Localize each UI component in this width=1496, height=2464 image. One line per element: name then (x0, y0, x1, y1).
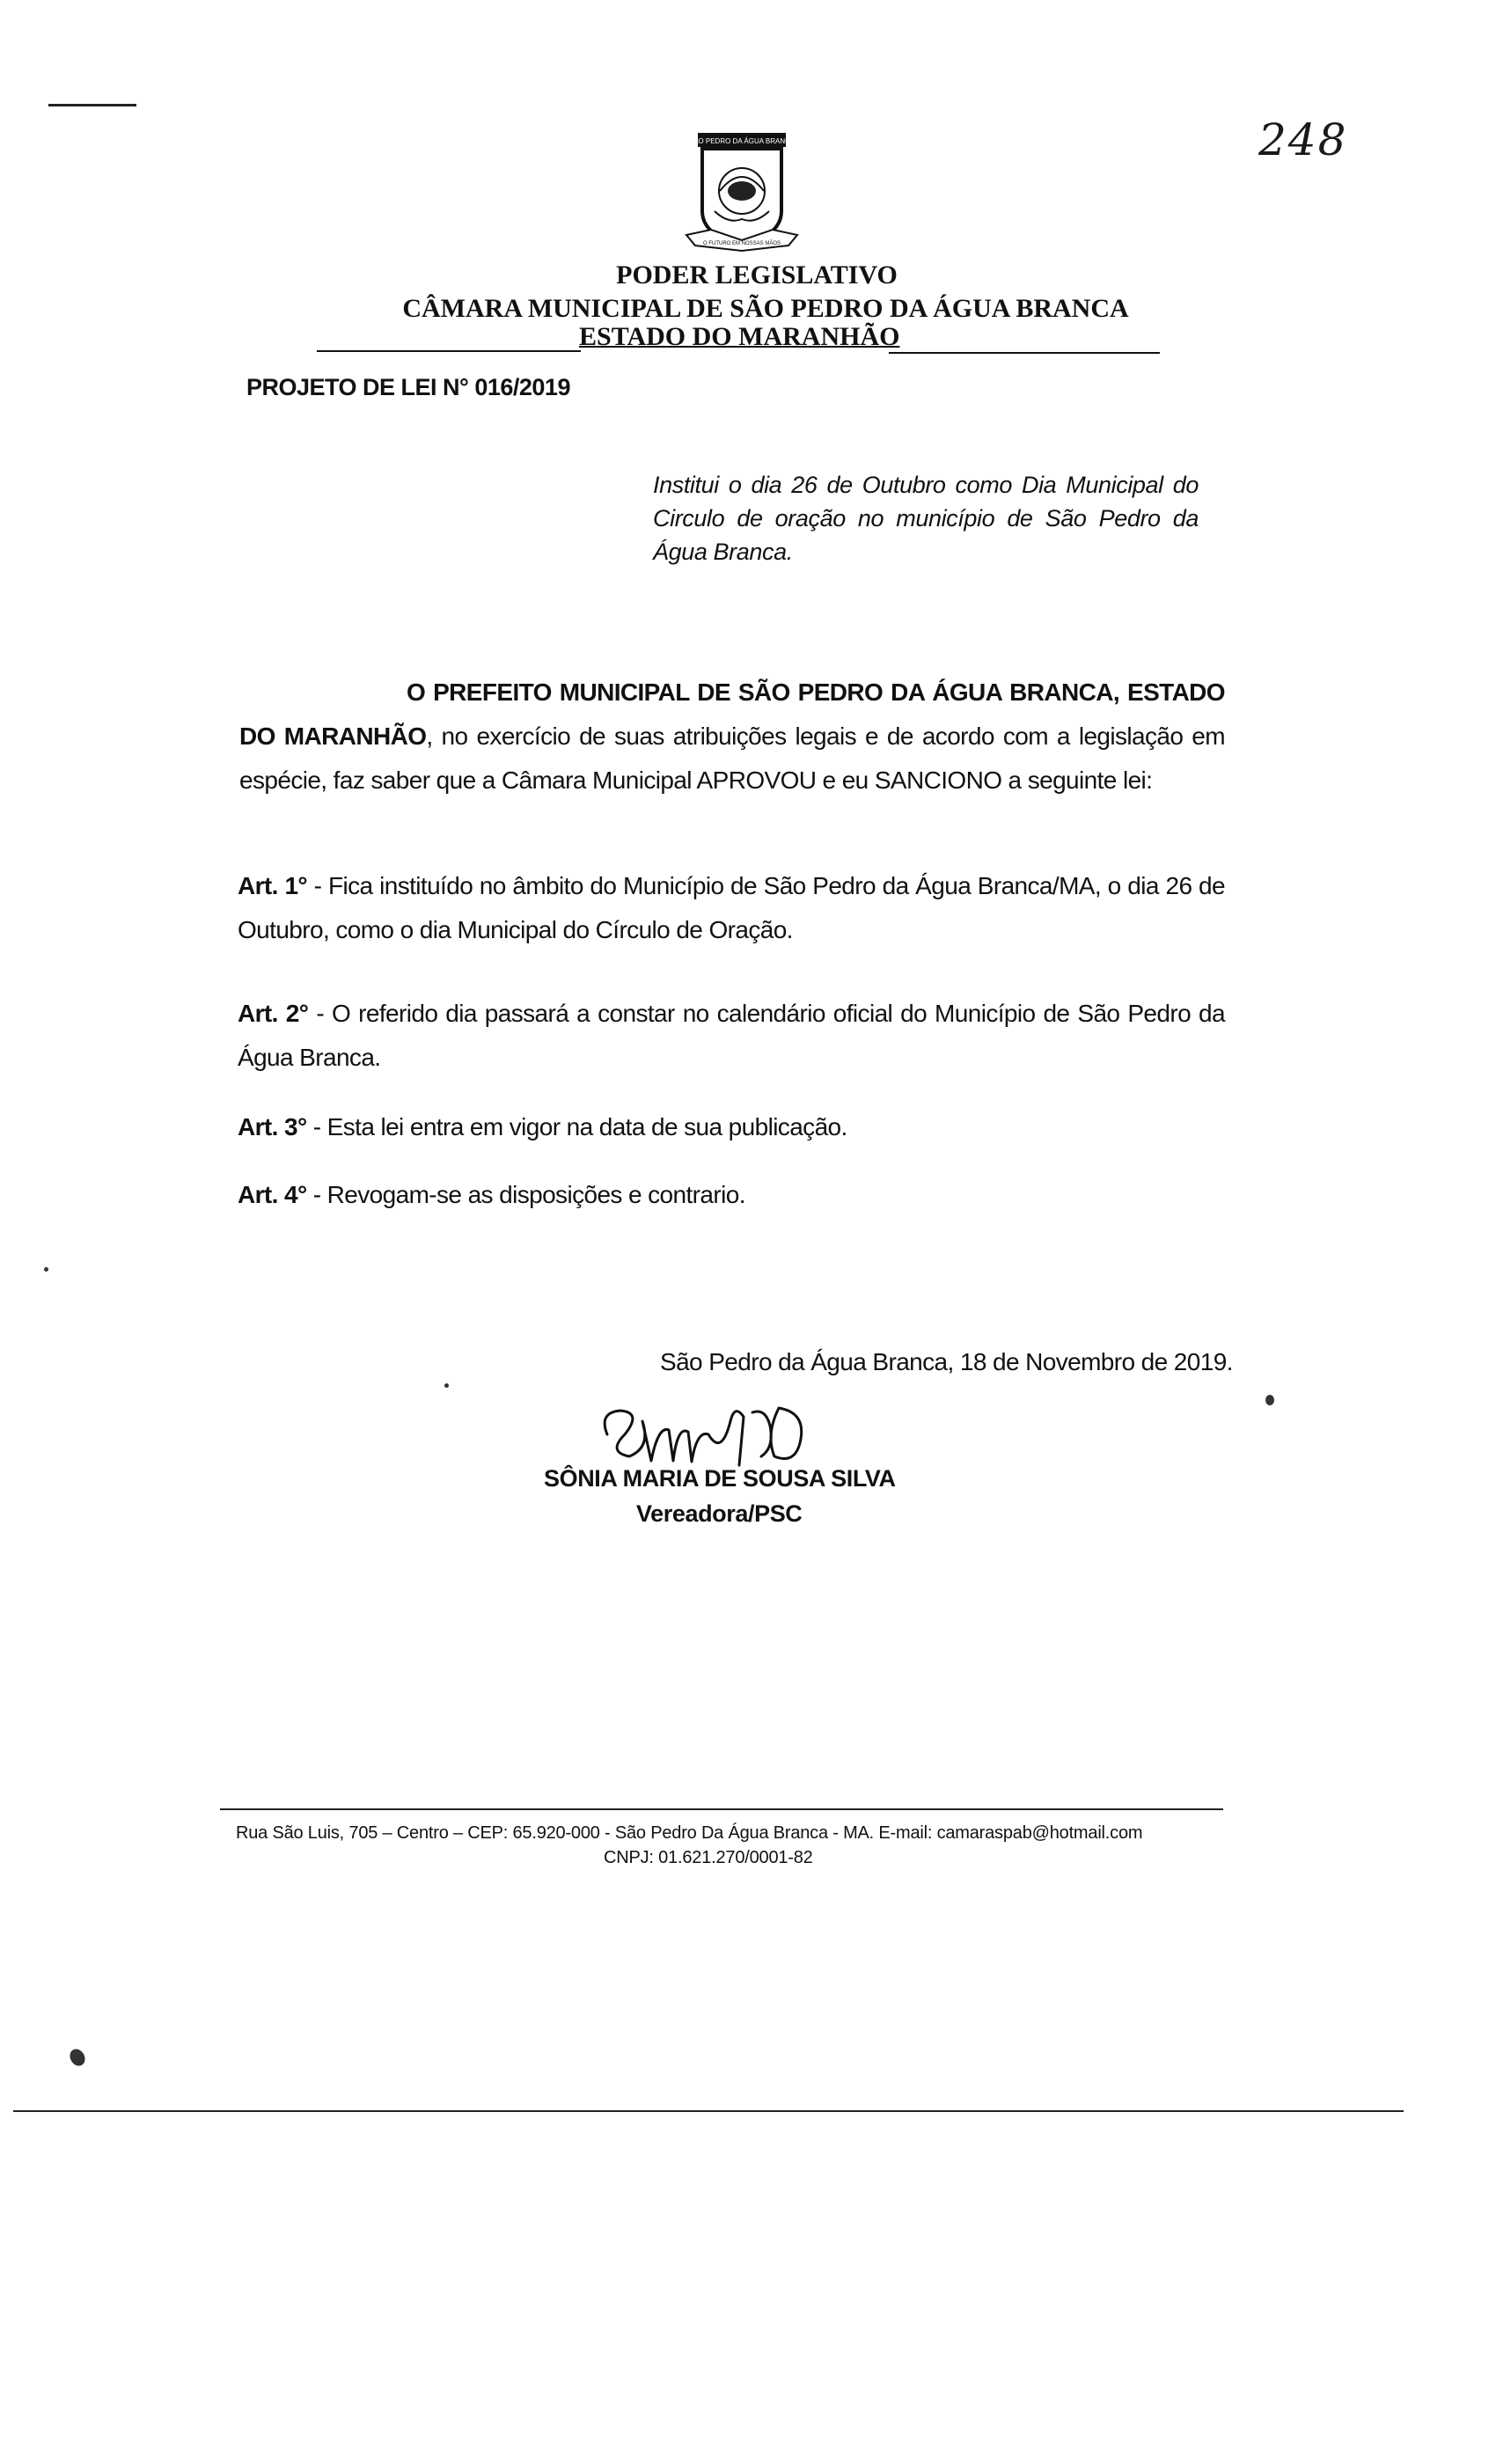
scan-mark-top-left (48, 104, 136, 106)
header-estado-line (317, 322, 1162, 357)
signer-role: Vereadora/PSC (636, 1500, 803, 1527)
scan-speck (67, 2046, 88, 2068)
article-text: - Revogam-se as disposições e contrario. (306, 1181, 745, 1208)
footer-address: Rua São Luis, 705 – Centro – CEP: 65.920-000 - São Pedro Da Água Branca - MA. E-mail: camaraspab@hotmail.com (236, 1823, 1143, 1843)
bill-title: PROJETO DE LEI N° 016/2019 (246, 374, 570, 400)
footer-rule (220, 1808, 1223, 1810)
article-label: Art. 3° (238, 1113, 307, 1140)
svg-text:O FUTURO EM NOSSAS MÃOS: O FUTURO EM NOSSAS MÃOS (702, 241, 781, 246)
scan-line-bottom (13, 2110, 1404, 2112)
article-text: - Fica instituído no âmbito do Município de São Pedro da Água Branca/MA, o dia 26 de Outubro, como o dia Municipal do Círculo de Oração. (238, 872, 1225, 943)
article-text: - Esta lei entra em vigor na data de sua publicação. (306, 1113, 847, 1140)
article-3 (238, 1105, 1225, 1149)
header-rule-right (889, 352, 1160, 354)
scan-speck (444, 1383, 449, 1388)
header-estado: ESTADO DO MARANHÃO (579, 322, 900, 351)
scan-speck (1265, 1395, 1274, 1405)
municipal-coat-of-arms-logo (676, 128, 808, 260)
header-poder-legislativo: PODER LEGISLATIVO (616, 260, 898, 290)
header-rule-left (317, 350, 581, 352)
article-2 (238, 992, 1225, 1080)
scan-speck (44, 1267, 48, 1272)
place-and-date: São Pedro da Água Branca, 18 de Novembro de 2019. (660, 1348, 1233, 1375)
footer-cnpj: CNPJ: 01.621.270/0001-82 (604, 1848, 813, 1867)
bill-ementa: Institui o dia 26 de Outubro como Dia Municipal do Circulo de oração no município de São Pedro da Água Branca. (653, 472, 1199, 565)
article-4 (238, 1173, 1225, 1217)
article-label: Art. 4° (238, 1181, 307, 1208)
signer-name: SÔNIA MARIA DE SOUSA SILVA (544, 1465, 896, 1492)
header-camara-municipal: CÂMARA MUNICIPAL DE SÃO PEDRO DA ÁGUA BRANCA (402, 294, 1129, 323)
article-label: Art. 2° (238, 1000, 309, 1027)
svg-text:SÃO PEDRO DA ÁGUA BRANCA: SÃO PEDRO DA ÁGUA BRANCA (688, 137, 796, 145)
page-number: 248 (1258, 114, 1348, 165)
article-label: Art. 1° (238, 872, 308, 899)
article-text: - O referido dia passará a constar no calendário oficial do Município de São Pedro da Água Branca. (238, 1000, 1225, 1071)
preamble-bold: O PREFEITO MUNICIPAL DE SÃO PEDRO DA ÁGUA BRANCA, ESTADO DO MARANHÃO (239, 678, 1225, 750)
article-1 (238, 864, 1225, 952)
preamble-text: , no exercício de suas atribuições legais e de acordo com a legislação em espécie, faz saber que a Câmara Municipal APROVOU e eu SANCIONO a seguinte lei: (239, 722, 1226, 794)
preamble-paragraph (239, 671, 1225, 803)
